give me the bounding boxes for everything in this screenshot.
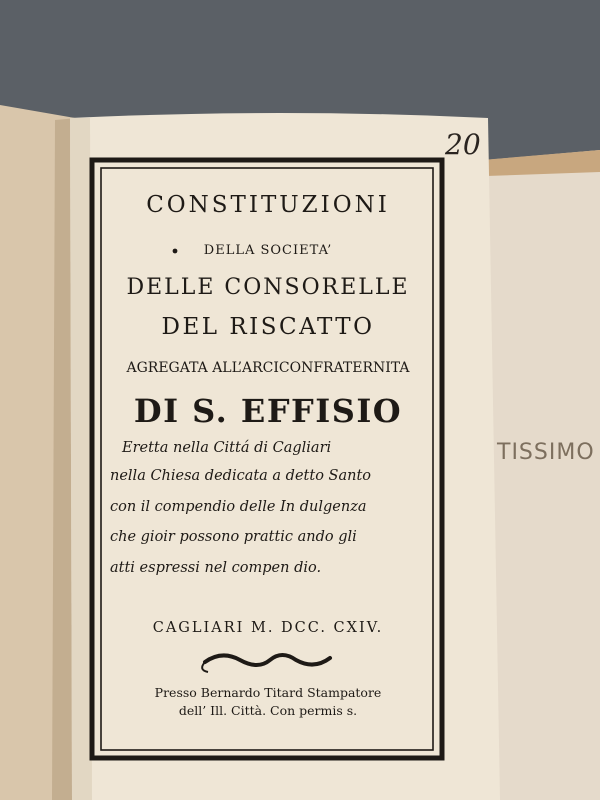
printer-line: Presso Bernardo Titard Stampatore [154, 685, 382, 700]
italic-line: con il compendio delle In dulgenza [110, 499, 367, 515]
imprint-city: CAGLIARI M. DCC. CXIV. [152, 620, 384, 636]
subtitle-della: DELLA SOCIETA’ [203, 243, 333, 258]
subtitle-agregata: AGREGATA ALL’ARCICONFRATERNITA [126, 360, 410, 376]
italic-line: Eretta nella Cittá di Cagliari [122, 440, 332, 456]
italic-line: nella Chiesa dedicata a detto Santo [110, 468, 372, 484]
right-page-text: TISSIMO [497, 440, 595, 465]
subtitle-riscatto: DEL RISCATTO [161, 314, 375, 340]
title: CONSTITUZIONI [146, 192, 390, 218]
printer-line: dell’ Ill. Città. Con permis s. [178, 703, 358, 718]
subtitle-delle: DELLE CONSORELLE [126, 275, 410, 300]
subtitle-effisio: DI S. EFFISIO [133, 392, 403, 430]
italic-line: atti espressi nel compen dio. [110, 560, 322, 576]
italic-line: che gioir possono prattic ando gli [110, 529, 357, 545]
page-number: 20 [445, 128, 481, 161]
